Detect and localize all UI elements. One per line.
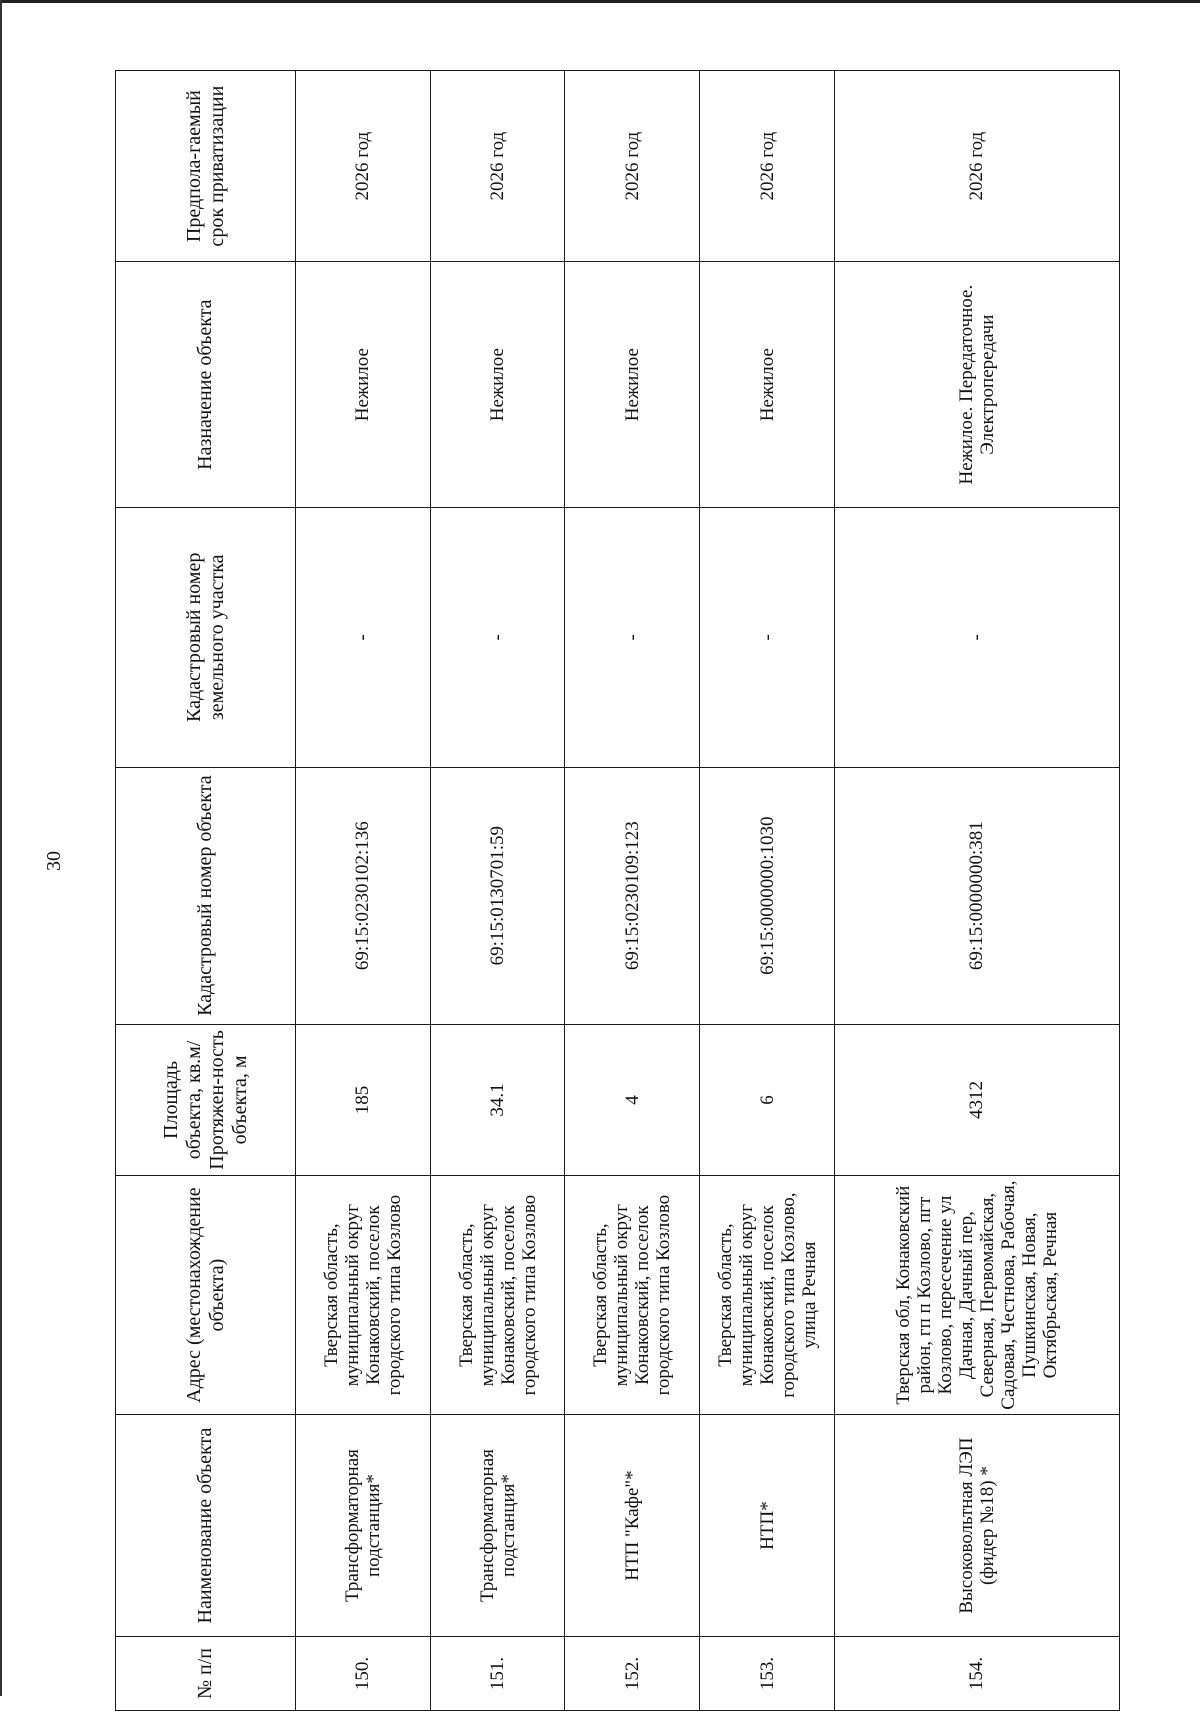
- cell-purpose: Нежилое: [430, 262, 565, 508]
- header-num: № п/п: [116, 1637, 296, 1711]
- cell-cadastral-object: 69:15:0000000:381: [834, 767, 1119, 1024]
- cell-address: Тверская область, муниципальный округ Конаковский, поселок городского типа Козлово: [565, 1176, 700, 1415]
- cell-num: 151.: [430, 1637, 565, 1711]
- cell-cadastral-land: -: [430, 508, 565, 767]
- header-address: Адрес (местонахождение объекта): [116, 1176, 296, 1415]
- table-row: [430, 71, 565, 1711]
- cell-cadastral-object: 69:15:0000000:1030: [700, 767, 835, 1024]
- cell-address: Тверская область, муниципальный округ Конаковский, поселок городского типа Козлово: [430, 1176, 565, 1415]
- table-row: [700, 71, 835, 1711]
- cell-num: 154.: [834, 1637, 1119, 1711]
- cell-address: Тверская область, муниципальный округ Конаковский, поселок городского типа Козлово: [296, 1176, 431, 1415]
- cell-purpose: Нежилое. Передаточное. Электропередачи: [834, 262, 1119, 508]
- cell-name: Высоковольтная ЛЭП (фидер №18) *: [834, 1415, 1119, 1637]
- privatization-table: [115, 70, 1120, 1711]
- table-header-row: [116, 71, 296, 1711]
- cell-area: 6: [700, 1024, 835, 1175]
- cell-term: 2026 год: [565, 71, 700, 262]
- cell-term: 2026 год: [296, 71, 431, 262]
- cell-area: 4312: [834, 1024, 1119, 1175]
- cell-area: 34.1: [430, 1024, 565, 1175]
- scan-edge-top: [0, 0, 1200, 3]
- cell-term: 2026 год: [834, 71, 1119, 262]
- cell-num: 152.: [565, 1637, 700, 1711]
- header-cadastral-land: Кадастровый номер земельного участка: [116, 508, 296, 767]
- header-name: Наименование объекта: [116, 1415, 296, 1637]
- cell-name: Трансформаторная подстанция*: [296, 1415, 431, 1637]
- cell-cadastral-land: -: [296, 508, 431, 767]
- header-area: Площадь объекта, кв.м/ Протяжен-ность объекта, м: [116, 1024, 296, 1175]
- cell-area: 185: [296, 1024, 431, 1175]
- cell-purpose: Нежилое: [700, 262, 835, 508]
- cell-cadastral-object: 69:15:0230109:123: [565, 767, 700, 1024]
- cell-cadastral-land: -: [834, 508, 1119, 767]
- cell-num: 150.: [296, 1637, 431, 1711]
- cell-num: 153.: [700, 1637, 835, 1711]
- cell-address: Тверская обл, Конаковский район, гп п Козлово, пгт Козлово, пересечение ул Дачная, Дачный пер, Северная, Первомайская, Садовая, Честнова, Рабочая, Пушкинская, Новая, Октябрьская, Речная: [834, 1176, 1119, 1415]
- table-row: [834, 71, 1119, 1711]
- cell-cadastral-land: -: [700, 508, 835, 767]
- cell-name: Трансформаторная подстанция*: [430, 1415, 565, 1637]
- header-cadastral-object: Кадастровый номер объекта: [116, 767, 296, 1024]
- table-row: [565, 71, 700, 1711]
- cell-purpose: Нежилое: [296, 262, 431, 508]
- table-container: [115, 70, 1120, 1711]
- table-row: [296, 71, 431, 1711]
- scan-edge-left: [0, 0, 2, 1696]
- header-purpose: Назначение объекта: [116, 262, 296, 508]
- cell-cadastral-land: -: [565, 508, 700, 767]
- cell-term: 2026 год: [700, 71, 835, 262]
- cell-cadastral-object: 69:15:0130701:59: [430, 767, 565, 1024]
- cell-name: НТП "Кафе"*: [565, 1415, 700, 1637]
- cell-purpose: Нежилое: [565, 262, 700, 508]
- cell-cadastral-object: 69:15:0230102:136: [296, 767, 431, 1024]
- page-number: 30: [43, 851, 65, 871]
- cell-term: 2026 год: [430, 71, 565, 262]
- cell-name: НТП*: [700, 1415, 835, 1637]
- cell-area: 4: [565, 1024, 700, 1175]
- header-term: Предпола-гаемый срок приватизации: [116, 71, 296, 262]
- cell-address: Тверская область, муниципальный округ Конаковский, поселок городского типа Козлово, улица Речная: [700, 1176, 835, 1415]
